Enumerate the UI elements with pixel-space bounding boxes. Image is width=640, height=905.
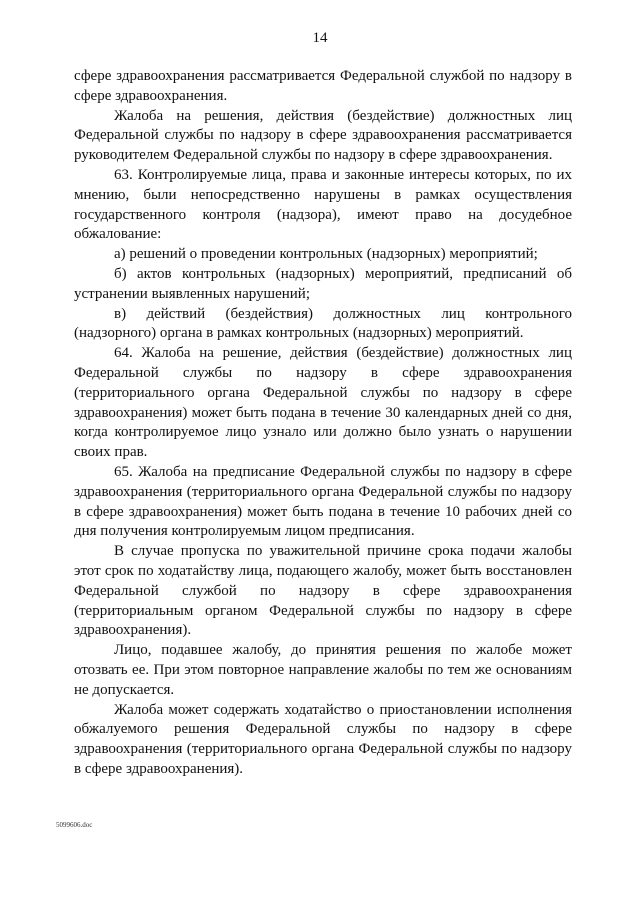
paragraph-63-b: б) актов контрольных (надзорных) мероприятий, предписаний об устранении выявленных нарушений; [74, 265, 572, 302]
paragraph-63-a: а) решений о проведении контрольных (надзорных) мероприятий; [114, 246, 538, 263]
page-number: 14 [312, 30, 328, 46]
footer-filename: 5099606.doc [56, 821, 93, 829]
paragraph-63: 63. Контролируемые лица, права и законные интересы которых, по их мнению, были непосредственно нарушены в рамках осуществления государственного контроля (надзора), имеют право на досудебное обжалование: [74, 166, 572, 243]
paragraph-suspension-request: Жалоба может содержать ходатайство о приостановлении исполнения обжалуемого решения Федеральной службы по надзору в сфере здравоохранения (территориального органа Федеральной службы по надзору в сфере здравоохранения). [74, 701, 572, 777]
paragraph-complaint-officials: Жалоба на решения, действия (бездействие) должностных лиц Федеральной службы по надзору в сфере здравоохранения рассматривается руководителем Федеральной службы по надзору в сфере здравоохранения. [74, 107, 572, 164]
paragraph-continuation: сфере здравоохранения рассматривается Федеральной службой по надзору в сфере здравоохранения. [74, 68, 572, 104]
paragraph-63-v: в) действий (бездействия) должностных лиц контрольного (надзорного) органа в рамках контрольных (надзорных) мероприятий. [74, 305, 572, 342]
paragraph-64: 64. Жалоба на решение, действия (бездействие) должностных лиц Федеральной службы по надзору в сфере здравоохранения (территориального органа Федеральной службы по надзору в сфере здравоохранения) может быть подана в течение 30 календарных дней со дня, когда контролируемое лицо узнало или должно было узнать о нарушении своих прав. [74, 345, 572, 461]
paragraph-missed-deadline: В случае пропуска по уважительной причине срока подачи жалобы этот срок по ходатайству лица, подающего жалобу, может быть восстановлен Федеральной службой по надзору в сфере здравоохранения (территориальным органом Федеральной службы по надзору в сфере здравоохранения). [74, 543, 572, 639]
paragraph-withdrawal: Лицо, подавшее жалобу, до принятия решения по жалобе может отозвать ее. При этом повторное направление жалобы по тем же основаниям не допускается. [74, 642, 572, 698]
document-body [74, 67, 572, 780]
paragraph-65: 65. Жалоба на предписание Федеральной службы по надзору в сфере здравоохранения (территориального органа Федеральной службы по надзору в сфере здравоохранения) может быть подана в течение 10 рабочих дней со дня получения контролируемым лицом предписания. [74, 463, 572, 540]
